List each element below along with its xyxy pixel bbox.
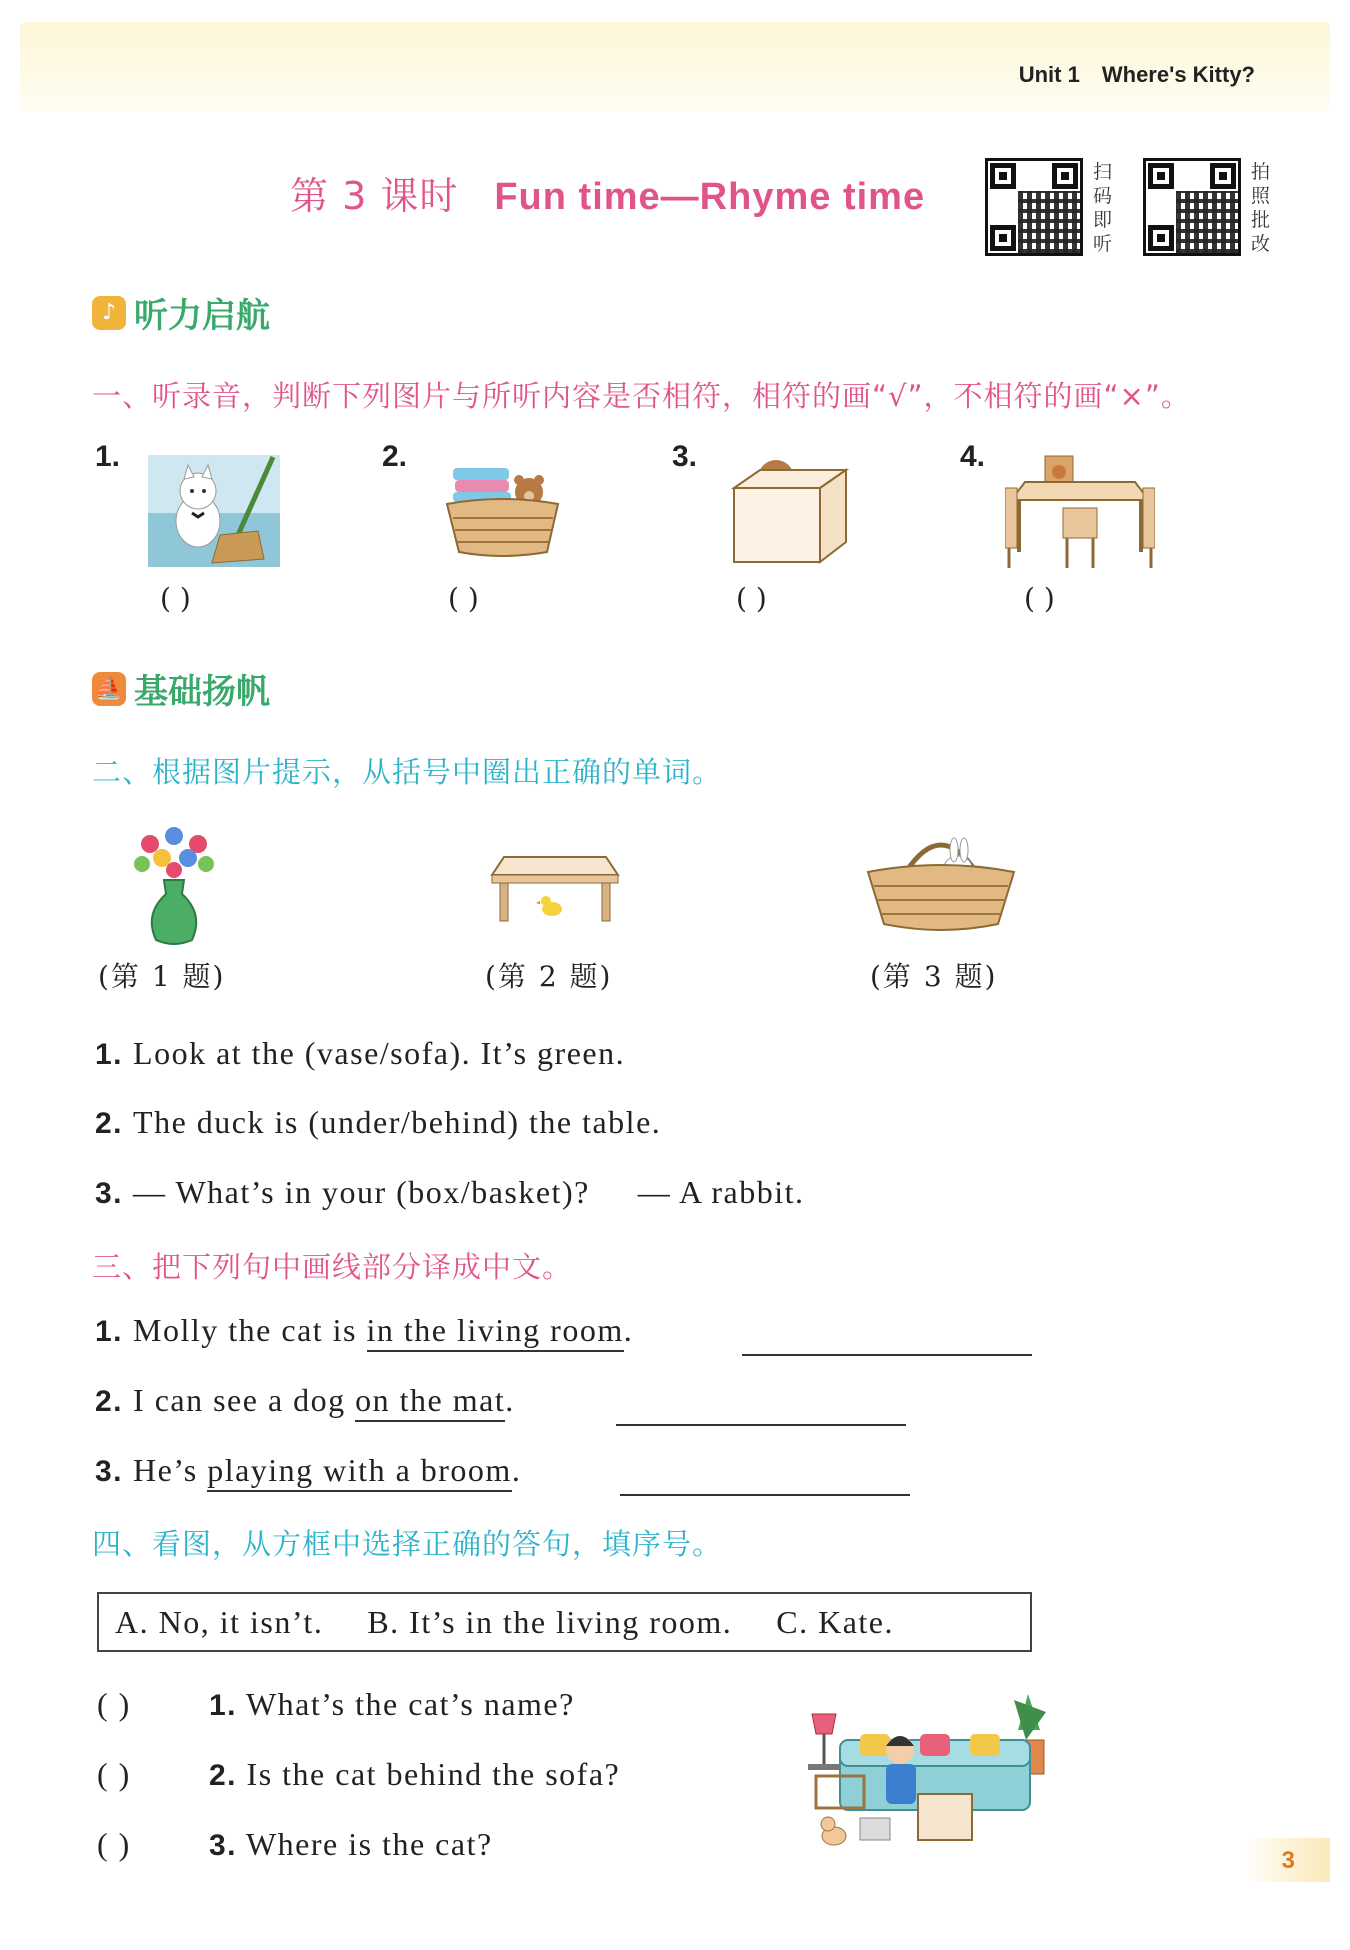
lesson-label: 第 3 课时 xyxy=(290,174,459,218)
answer-paren[interactable]: ( ) xyxy=(97,1686,131,1722)
q2-sentence: 3. — What’s in your (box/basket)? — A rabbit. xyxy=(95,1174,805,1210)
section-listening: ♪ 听力启航 xyxy=(92,288,270,337)
q2-sentence: 2. The duck is (under/behind) the table. xyxy=(95,1104,662,1140)
page-number: 3 xyxy=(1281,1847,1295,1874)
q4-question: ( ) 2. Is the cat behind the sofa? xyxy=(97,1756,621,1792)
option-a: A. No, it isn’t. xyxy=(115,1604,324,1640)
qr-code-listen[interactable] xyxy=(985,158,1083,256)
answer-paren[interactable]: ( ) xyxy=(448,582,479,615)
duck-table-picture xyxy=(490,855,620,925)
vase-picture xyxy=(128,822,220,950)
picture-caption: (第 2 题) xyxy=(485,960,613,993)
q4-question: ( ) 3. Where is the cat? xyxy=(97,1826,493,1862)
section-basics: ⛵ 基础扬帆 xyxy=(92,664,270,713)
option-b: B. It’s in the living room. xyxy=(367,1604,733,1640)
answer-blank[interactable] xyxy=(742,1354,1032,1356)
monkey-box-picture xyxy=(730,458,850,566)
q1-item-num: 1. xyxy=(95,440,121,473)
qr-label-listen: 扫码即听 xyxy=(1093,161,1113,255)
lesson-title xyxy=(290,165,925,220)
picture-caption: (第 1 题) xyxy=(98,960,226,993)
qr-code-grade[interactable] xyxy=(1143,158,1241,256)
q2-sentence: 1. Look at the (vase/sofa). It’s green. xyxy=(95,1035,626,1071)
qr-label-grade: 拍照批改 xyxy=(1251,161,1271,255)
picture-caption: (第 3 题) xyxy=(870,960,998,993)
q1-item-num: 3. xyxy=(672,440,698,473)
unit-number: Unit 1 xyxy=(1018,62,1080,87)
option-c: C. Kate. xyxy=(776,1604,894,1640)
answer-blank[interactable] xyxy=(620,1494,910,1496)
running-header xyxy=(1019,62,1255,88)
sail-icon: ⛵ xyxy=(92,672,126,706)
q1-instruction: 一、听录音，判断下列图片与所听内容是否相符，相符的画“√”，不相符的画“×”。 xyxy=(92,379,1191,413)
answer-paren[interactable]: ( ) xyxy=(160,582,191,615)
q3-sentence: 1. Molly the cat is in the living room. xyxy=(95,1312,633,1349)
q1-item-num: 2. xyxy=(382,440,408,473)
answer-paren[interactable]: ( ) xyxy=(97,1826,131,1862)
bear-basket-picture xyxy=(445,460,560,560)
answer-paren[interactable]: ( ) xyxy=(97,1756,131,1792)
rabbit-basket-picture xyxy=(866,828,1016,932)
options-box xyxy=(97,1592,1032,1652)
answer-blank[interactable] xyxy=(616,1424,906,1426)
q2-instruction: 二、根据图片提示，从括号中圈出正确的单词。 xyxy=(92,755,723,789)
q3-sentence: 2. I can see a dog on the mat. xyxy=(95,1382,515,1419)
q3-sentence: 3. He’s playing with a broom. xyxy=(95,1452,521,1489)
answer-paren[interactable]: ( ) xyxy=(1024,582,1055,615)
headphone-icon: ♪ xyxy=(92,296,126,330)
q1-item-num: 4. xyxy=(960,440,986,473)
cat-broom-picture xyxy=(148,455,280,567)
lesson-subtitle: Fun time—Rhyme time xyxy=(494,176,926,218)
q3-instruction: 三、把下列句中画线部分译成中文。 xyxy=(92,1250,573,1284)
living-room-picture xyxy=(800,1690,1052,1855)
q4-question: ( ) 1. What’s the cat’s name? xyxy=(97,1686,575,1722)
q4-instruction: 四、看图，从方框中选择正确的答句，填序号。 xyxy=(92,1527,723,1561)
dining-table-picture xyxy=(1005,452,1155,570)
answer-paren[interactable]: ( ) xyxy=(736,582,767,615)
unit-title: Where's Kitty? xyxy=(1101,62,1255,87)
